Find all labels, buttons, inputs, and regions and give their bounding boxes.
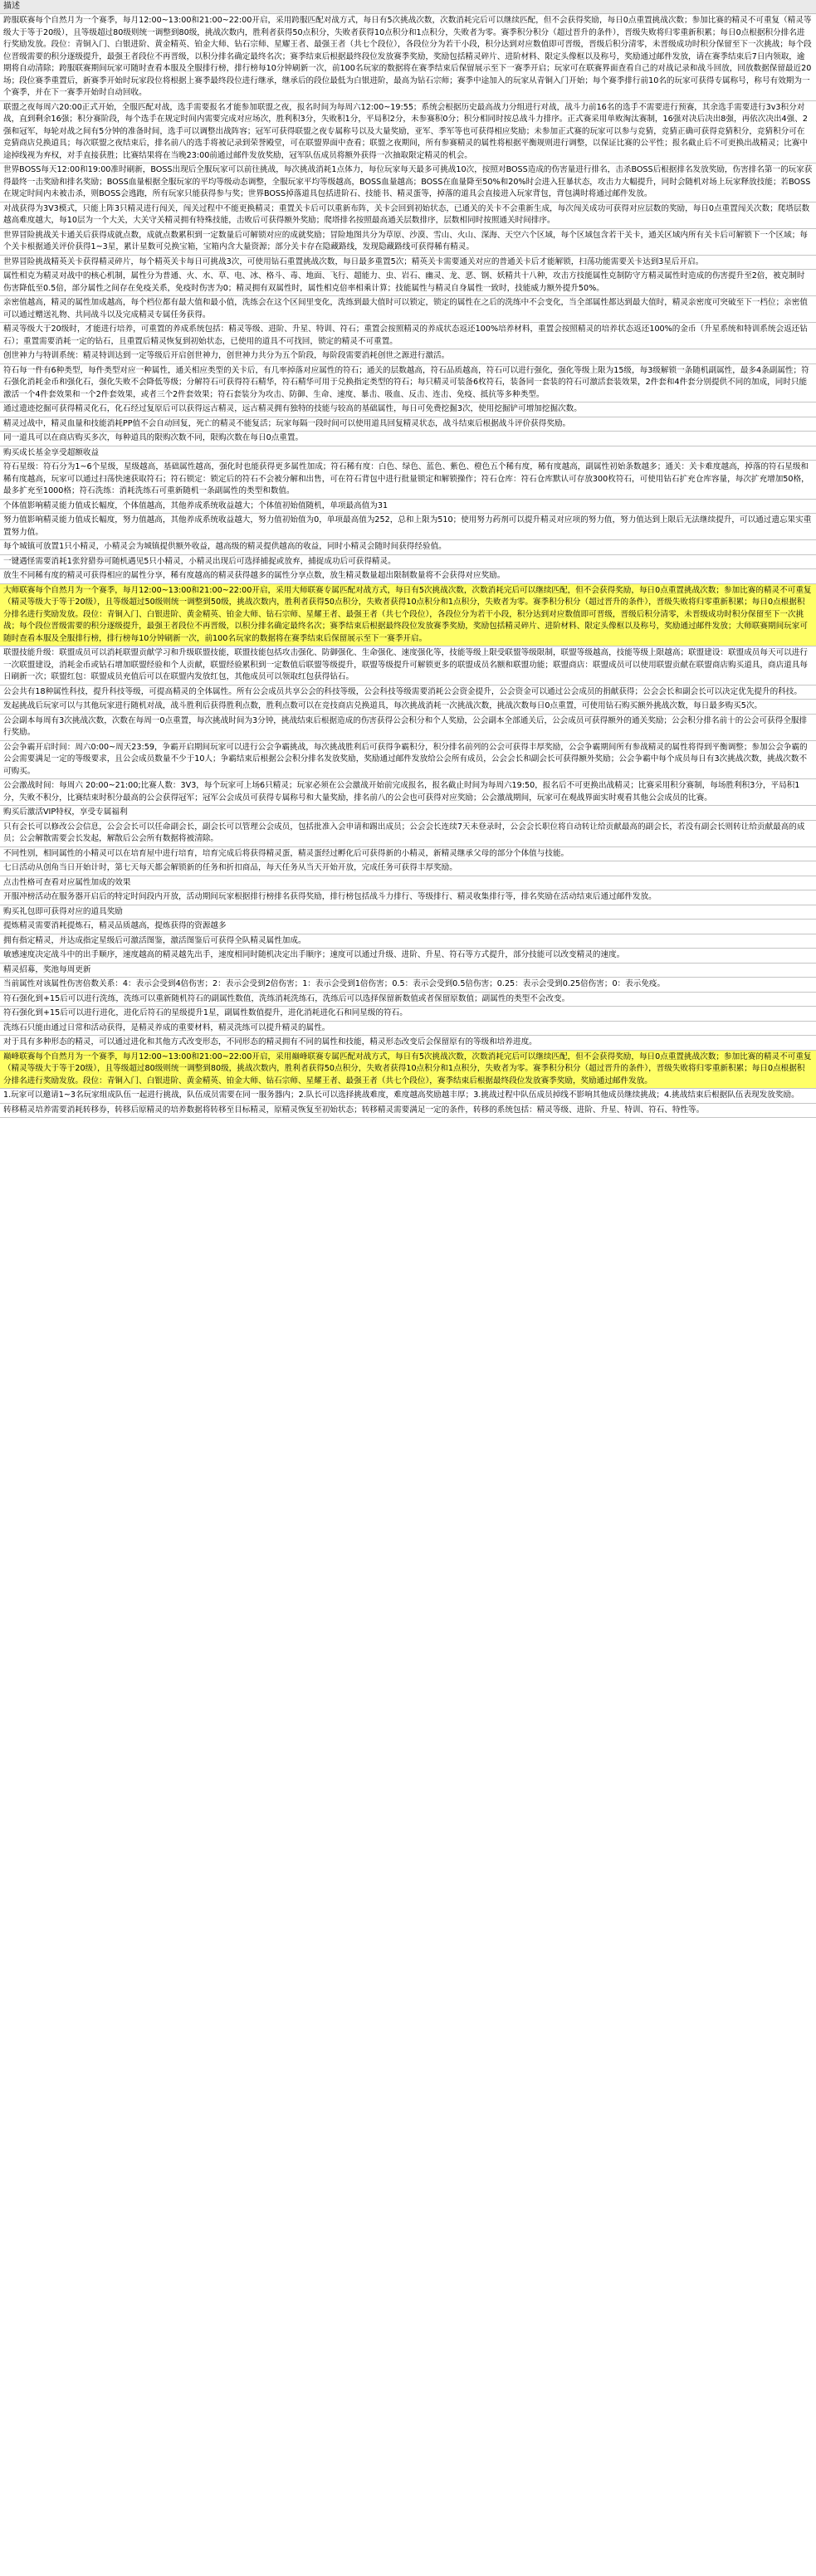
description-row: 洗练石只能由通过日常和活动获得，是精灵养成的重要材料，精灵洗练可以提升精灵的属性。 <box>0 1022 816 1037</box>
description-row: 公会争霸开启时间：周六0:00~周天23:59，争霸开启期间玩家可以进行公会争霸挑战，每次挑战胜利后可获得争霸积分，积分排名前列的公会可获得丰厚奖励，公会争霸期间所有参战精灵的属性将得到平衡调整；参加公会争霸的公会需要满足一定的等级要求，且公会成员数量不少于10人；争霸结束后根据公会积分排名发放奖励，奖励通过邮件发放给公会所有成员，公会会长和副会长可获得额外奖励；公会争霸中每个成员每日有3次挑战次数，挑战次数不可购买。 <box>0 741 816 780</box>
description-row: 对于具有多种形态的精灵，可以通过进化和其他方式改变形态，不同形态的精灵拥有不同的属性和技能，精灵形态改变后会保留原有的等级和培养进度。 <box>0 1036 816 1051</box>
description-row: 精灵招募，奖池每周更新 <box>0 964 816 978</box>
description-row: 精灵等级大于20级时，才能进行培养，可重置的养成系统包括：精灵等级、进阶、升星、特训、符石；重置会按照精灵的养成状态返还100%培养材料，重置会按照精灵的培养状态返还100%的金币（升星系统和特训系统会返还钻石）；重置需要消耗一定的钻石，且重置后精灵恢复到初始状态，已使用的道具不可找回，锁定的精灵不可重置。 <box>0 323 816 349</box>
description-row: 符石强化到+15后可以进行洗练，洗练可以重新随机符石的副属性数值，洗练消耗洗练石，洗练后可以选择保留新数值或者保留原数值；副属性的类型不会改变。 <box>0 993 816 1007</box>
description-row: 符石星级：符石分为1~6个星级，星级越高，基础属性越高，强化时也能获得更多属性加成；符石稀有度：白色、绿色、蓝色、紫色、橙色五个稀有度，稀有度越高，副属性初始条数越多；通关：关卡难度越高，掉落的符石星级和稀有度越高，玩家可以通过扫荡快速获取符石；符石锁定：锁定后的符石不会被分解和出售，可在符石背包中进行批量锁定和解锁操作；符石仓库：符石仓库默认可存放300枚符石，可使用钻石扩充仓库容量，每次扩充增加50格，最多扩充至1000格；符石洗练：消耗洗练石可重新随机一条副属性的类型和数值。 <box>0 461 816 500</box>
highlighted-description-row: 大师联赛每个自然月为一个赛季，每月12:00~13:00和21:00~22:00开启，采用大师联赛专属匹配对战方式，每日有5次挑战次数，次数消耗完后可以继续匹配，但不会获得奖励，每日0点重置挑战次数；参加比赛的精灵不可重复（精灵等级大于等于20级），且等级超过50级则统一调整到50级，挑战次数内，胜利者获得50点积分，失败者获得10点积分和1点积分，失败者为零。赛季积分积分（超过晋升的条件），晋级失败将归零重新积累；每日0点根据积分排名进行奖励发放。段位：青铜入门、白银进阶、黄金精英、铂金大师、钻石宗师、星耀王者、最强王者（共七个段位），各段位分为若干小段，积分达到对应数值即可晋级，晋级后积分清零，未晋级成功时积分保留至下一次挑战；每个段位晋级需要的积分逐级提升，最强王者段位不再晋级，以积分排名确定最终名次；赛季结束后根据最终段位发放赛季奖励，奖励包括精灵碎片、进阶材料、限定头像框以及称号，奖励通过邮件发放；大师联赛期间玩家可随时查看本服及全服排行榜，排行榜每10分钟刷新一次，前100名玩家的数据将在赛季结束后保留展示至下一赛季开启。 <box>0 584 816 647</box>
description-list <box>0 14 816 1118</box>
description-row: 提炼精灵需要消耗提炼石，精灵品质越高，提炼获得的资源越多 <box>0 920 816 934</box>
description-row: 联盟技能升级：联盟成员可以消耗联盟贡献学习和升级联盟技能，联盟技能包括攻击强化、防御强化、生命强化、速度强化等，技能等级上限受联盟等级限制，联盟等级越高，技能等级上限越高；联盟建设：联盟成员每天可以进行一次联盟建设，消耗金币或钻石增加联盟经验和个人贡献，联盟经验累积到一定数值后联盟等级提升，联盟等级提升可解锁更多的联盟成员名额和联盟功能；联盟商店：联盟成员可以使用联盟贡献在联盟商店购买道具，商店道具每日刷新一次；联盟红包：联盟成员充值后可以在联盟内发放红包，其他成员可以领取红包获得钻石。 <box>0 646 816 685</box>
description-row: 通过遗迹挖掘可获得精灵化石，化石经过复原后可以获得远古精灵，远古精灵拥有独特的技能与较高的基础属性，每日可免费挖掘3次，使用挖掘铲可增加挖掘次数。 <box>0 402 816 417</box>
description-row: 世界BOSS每天12:00和19:00准时刷新，BOSS出现后全服玩家可以前往挑战，每次挑战消耗1点体力，每位玩家每天最多可挑战10次，按照对BOSS造成的伤害量进行排名，击杀BOSS后根据排名发放奖励，伤害排名第一的玩家获得最终一击奖励和排名奖励；BOSS血量根据全服玩家的平均等级动态调整，全服玩家平均等级越高，BOSS血量越高；BOSS在血量降至50%和20%时会进入狂暴状态，攻击力大幅提升，同时会随机对场上玩家释放技能；若BOSS在规定时间内未被击杀，则BOSS会逃跑，所有玩家只能获得参与奖；世界BOSS掉落道具包括进阶石、技能书、精灵蛋等，掉落的道具会直接进入玩家背包，背包满时将通过邮件发放。 <box>0 163 816 202</box>
description-row: 七日活动从创角当日开始计时，第七天每天都会解锁新的任务和折扣商品，每天任务从当天开始开放，完成任务可获得丰厚奖励。 <box>0 861 816 876</box>
description-row: 符石每一件有6种类型，每件类型对应一种属性，通关相应类型的关卡后，有几率掉落对应属性的符石；通关的层数越高，符石品质越高，符石可以进行强化，强化等级上限为15级，每3级解锁一条随机副属性，最多4条副属性；符石强化消耗金币和强化石，强化失败不会降低等级；分解符石可获得符石精华，符石精华可用于兑换指定类型的符石；每只精灵可装备6枚符石，装备同一套装的符石可激活套装效果，2件套和4件套分别提供不同的加成，同时只能激活一个4件套效果和一个2件套效果，或者三个2件套效果；符石套装分为攻击、防御、生命、速度、暴击、吸血、反击、连击、免疫、抵抗等多种类型。 <box>0 364 816 403</box>
description-row: 当前属性对该属性伤害倍数关系：4：表示会受到4倍伤害；2：表示会受到2倍伤害；1：表示会受到1倍伤害；0.5：表示会受到0.5倍伤害；0.25：表示会受到0.25倍伤害；0：表示免疫。 <box>0 978 816 993</box>
description-row: 公会共有18种属性科技，提升科技等级，可提高精灵的全体属性。所有公会成员共享公会的科技等级，公会科技等级需要消耗公会资金提升，公会资金可以通过公会成员的捐献获得；公会会长和副会长可以决定优先提升的科技。 <box>0 685 816 700</box>
description-row: 一键遇怪需要消耗1张狩猎券可随机遇见5只小精灵，小精灵出现后可选择捕捉或放弃，捕捉成功后可获得精灵。 <box>0 555 816 570</box>
description-row: 放生不同稀有度的精灵可获得相应的属性分享，稀有度越高的精灵获得越多的属性分享点数，放生精灵数量超出限制数量将不会获得对应奖励。 <box>0 569 816 584</box>
description-row: 公会副本每周有3次挑战次数，次数在每周一0点重置，每次挑战时间为3分钟，挑战结束后根据造成的伤害获得公会积分和个人奖励，公会副本全部通关后，公会成员可获得额外的通关奖励；公会积分排名前十的公会可获得全服排行奖励。 <box>0 715 816 741</box>
description-row: 亲密值越高，精灵的属性加成越高，每个档位都有最大值和最小值，洗练会在这个区间里变化，洗练到最大值时可以锁定，锁定的属性在之后的洗练中不会变化，当全部属性都达到最大值时，精灵亲密度可突破至下一档位；亲密值可以通过赠送礼物、共同战斗以及完成精灵专属任务获得。 <box>0 296 816 323</box>
description-row: 联盟之夜每周六20:00正式开始，全服匹配对战，选手需要报名才能参加联盟之夜，报名时间为每周六12:00~19:55；系统会根据历史最高战力分组进行对战，战斗力前16名的选手不需要进行预赛，其余选手需要进行3v3积分对战，直到剩余16强；积分赛阶段，每个选手在规定时间内需要完成对应场次，胜利积3分，失败积1分，平局积2分，未参赛积0分；积分相同时按总战斗力排序。正式赛采用单败淘汰赛制，16强对决后决出8强，再依次决出4强、2强和冠军，每轮对战之间有5分钟的准备时间，选手可以调整出战阵容；冠军可获得联盟之夜专属称号以及大量奖励，亚军、季军等也可获得相应奖励；未参加正式赛的玩家可以参与竞猜，竞猜正确可获得竞猜积分，竞猜积分可在竞猜商店兑换道具；每次联盟之夜结束后，排名前八的选手将被记录到荣誉殿堂，可在联盟界面中查看；联盟之夜期间，所有参赛精灵的属性将根据平衡规则进行调整，以保证比赛的公平性；报名截止后不可更换出战精灵；比赛中途掉线视为弃权，对手直接获胜；比赛结果将在当晚23:00前通过邮件发放奖励，冠军队伍成员将额外获得一次抽取限定精灵的机会。 <box>0 101 816 164</box>
description-row: 创世神力与特训系统：精灵特训达到一定等级后开启创世神力，创世神力共分为五个阶段，每阶段需要消耗创世之源进行激活。 <box>0 349 816 364</box>
description-row: 属性相克为精灵对战中的核心机制，属性分为普通、火、水、草、电、冰、格斗、毒、地面、飞行、超能力、虫、岩石、幽灵、龙、恶、钢、妖精共十八种，攻击方技能属性克制防守方精灵属性时造成的伤害提升至2倍，被克制时伤害降低至0.5倍，部分属性之间存在免疫关系，免疫时伤害为0；精灵拥有双属性时，属性相克倍率相乘计算；技能属性与精灵自身属性一致时，技能威力额外提升50%。 <box>0 270 816 296</box>
document <box>0 0 816 1118</box>
description-row: 每个城镇可放置1只小精灵，小精灵会为城镇提供额外收益，越高级的精灵提供越高的收益，同时小精灵会随时间获得经验值。 <box>0 540 816 555</box>
description-row: 公会激战时间：每周六 20:00~21:00;比赛人数：3V3，每个玩家可上场6只精灵；玩家必须在公会激战开始前完成报名，报名截止时间为每周六19:50，报名后不可更换出战精灵；比赛采用积分赛制，每场胜利积3分，平局积1分，失败不积分，比赛结束时积分最高的公会获得冠军；冠军公会成员可获得专属称号和大量奖励，排名前八的公会也可获得对应奖励；公会激战期间，玩家可在观战界面实时观看其他公会成员的比赛。 <box>0 779 816 806</box>
highlighted-description-row: 巅峰联赛每个自然月为一个赛季，每月12:00~13:00和21:00~22:00开启，采用巅峰联赛专属匹配对战方式，每日有5次挑战次数，次数消耗完后可以继续匹配，但不会获得奖励，每日0点重置挑战次数；参加比赛的精灵不可重复（精灵等级大于等于20级），且等级超过80级则统一调整到80级，挑战次数内，胜利者获得50点积分，失败者获得10点积分和1点积分，失败者为零。赛季积分积分（超过晋升的条件），晋级失败将归零重新积累；每日0点根据积分排名进行奖励发放。段位：青铜入门、白银进阶、黄金精英、铂金大师、钻石宗师、星耀王者、最强王者（共七个段位），赛季结束后根据最终段位发放赛季奖励，奖励通过邮件发放。 <box>0 1051 816 1090</box>
description-row: 跨服联赛每个自然月为一个赛季，每月12:00~13:00和21:00~22:00开启，采用跨服匹配对战方式，每日有5次挑战次数，次数消耗完后可以继续匹配，但不会获得奖励，每日0点重置挑战次数；参加比赛的精灵不可重复（精灵等级大于等于20级），且等级超过80级则统一调整到80级，挑战次数内，胜利者获得50点积分，失败者获得10点积分和1点积分，失败者为零。赛季积分积分（超过晋升的条件），晋级失败将归零重新积累；每日0点根据积分排名进行奖励发放。段位：青铜入门、白银进阶、黄金精英、铂金大师、钻石宗师、星耀王者、最强王者（共七个段位），各段位分为若干小段，积分达到对应数值即可晋级，晋级后积分清零，未晋级成功时积分保留至下一次挑战；每个段位晋级需要的积分逐级提升，最强王者段位不再晋级，以积分排名确定最终名次；赛季结束后根据最终段位发放赛季奖励，奖励包括精灵碎片、进阶材料、限定头像框以及称号，奖励通过邮件发放，请在赛季结束后7日内领取，逾期将自动清除；跨服联赛期间玩家可随时查看本服及全服排行榜，排行榜每10分钟刷新一次，前100名玩家的数据将在赛季结束后保留展示至下一赛季开启；玩家可在联赛界面查看自己的对战记录和战斗回放，回放数据保留最近20场；段位赛季重置后，新赛季开始时玩家段位将根据上赛季最终段位进行继承，继承后的段位最低为白银进阶，最高为钻石宗师；赛季中途加入的玩家从青铜入门开始；每个赛季排行前10名的玩家可获得专属称号，称号有效期为一个赛季，并在下一赛季开始时自动回收。 <box>0 14 816 101</box>
description-row: 购买成长基金享受超额收益 <box>0 446 816 461</box>
description-row: 购买礼包即可获得对应的道具奖励 <box>0 905 816 920</box>
description-row: 点击性格可查看对应属性加成的效果 <box>0 876 816 891</box>
description-row: 世界冒险挑战精英关卡获得精灵碎片，每个精英关卡每日可挑战3次，可使用钻石重置挑战次数，每日最多重置5次；精英关卡需要通关对应的普通关卡后才能解锁，扫荡功能需要关卡达到3星后开启。 <box>0 256 816 271</box>
description-row: 符石强化到+15后可以进行进化，进化后符石的星级提升1星，副属性数值提升，进化消耗进化石和同星级的符石。 <box>0 1007 816 1022</box>
description-row: 不同性别，相同属性的小精灵可以在培育屋中进行培育，培育完成后将获得精灵蛋，精灵蛋经过孵化后可获得新的小精灵，新精灵继承父母的部分个体值与技能。 <box>0 847 816 862</box>
description-row: 敏感速度决定战斗中的出手顺序，速度越高的精灵越先出手，速度相同时随机决定出手顺序；速度可以通过升级、进阶、升星、符石等方式提升，部分技能可以改变精灵的速度。 <box>0 949 816 964</box>
description-row: 只有会长可以修改公会信息，公会会长可以任命副会长，副会长可以管理公会成员，包括批准入会申请和踢出成员；公会会长连续7天未登录时，公会会长职位将自动转让给贡献最高的副会长，若没有副会长则转让给贡献最高的成员；公会解散需要会长发起，解散后公会所有数据将被清除。 <box>0 821 816 847</box>
description-row: 世界冒险挑战关卡通关后获得成就点数，成就点数累积到一定数量后可解锁对应的成就奖励；冒险地图共分为草原、沙漠、雪山、火山、深海、天空六个区域，每个区域包含若干关卡，通关区域内所有关卡后可解锁下一个区域；每个关卡根据通关评价获得1~3星，累计星数可兑换宝箱，宝箱内含大量资源；部分关卡存在隐藏路线，发现隐藏路线可获得稀有精灵。 <box>0 229 816 256</box>
description-row: 1.玩家可以邀请1~3名玩家组成队伍一起进行挑战，队伍成员需要在同一服务器内；2.队长可以选择挑战难度，难度越高奖励越丰厚；3.挑战过程中队伍成员掉线不影响其他成员继续挑战；4.挑战结束后根据队伍表现发放奖励。 <box>0 1089 816 1104</box>
description-row: 对战获得为3V3模式，只能上阵3只精灵进行闯关，闯关过程中不能更换精灵；重置关卡后可以重新布阵，关卡会回到初始状态，已通关的关卡不会重新生成，每次闯关成功可获得对应层数的奖励，每日0点重置闯关次数；爬塔层数越高难度越大，每10层为一个大关，大关守关精灵拥有特殊技能，击败后可获得额外奖励；爬塔排名按照最高通关层数排序，层数相同时按照通关时间排序。 <box>0 202 816 229</box>
description-row: 精灵过战中，精灵血量和技能消耗PP值不会自动回复，死亡的精灵不能复活；玩家每隔一段时间可以使用道具回复精灵状态，战斗结束后根据战斗评价获得奖励。 <box>0 417 816 432</box>
description-row: 努力值影响精灵能力值成长幅度，努力值越高，其他养成系统收益越大，努力值初始值为0，单项最高值为252，总和上限为510；使用努力药剂可以提升精灵对应项的努力值，努力值达到上限后无法继续提升，可以通过遗忘果实重置努力值。 <box>0 514 816 540</box>
description-row: 拥有指定精灵，并达成指定星级后可激活图鉴，激活图鉴后可获得全队精灵属性加成。 <box>0 934 816 949</box>
description-row: 转移精灵培养需要消耗转移券，转移后原精灵的培养数据将转移至目标精灵，原精灵恢复至初始状态；转移精灵需要满足一定的条件，转移的系统包括：精灵等级、进阶、升星、特训、符石、特性等。 <box>0 1104 816 1119</box>
description-row: 个体值影响精灵能力值成长幅度，个体值越高，其他养成系统收益越大；个体值初始值随机，单项最高值为31 <box>0 500 816 515</box>
document-title: 描述 <box>0 0 816 14</box>
description-row: 购买后激活VIP特权，享受专属福利 <box>0 806 816 821</box>
description-row: 同一道具可以在商店购买多次，每种道具的限购次数不同，限购次数在每日0点重置。 <box>0 432 816 446</box>
description-row: 开服冲榜活动在服务器开启后的特定时间段内开放，活动期间玩家根据排行榜排名获得奖励，排行榜包括战斗力排行、等级排行、精灵收集排行等，排名奖励在活动结束后通过邮件发放。 <box>0 890 816 905</box>
description-row: 发起挑战后玩家可以与其他玩家进行随机对战，战斗胜利后获得胜利点数，胜利点数可以在竞技商店兑换道具，每次挑战消耗一次挑战次数，挑战次数每日0点重置，可使用钻石购买额外挑战次数，每日最多购买5次。 <box>0 700 816 715</box>
